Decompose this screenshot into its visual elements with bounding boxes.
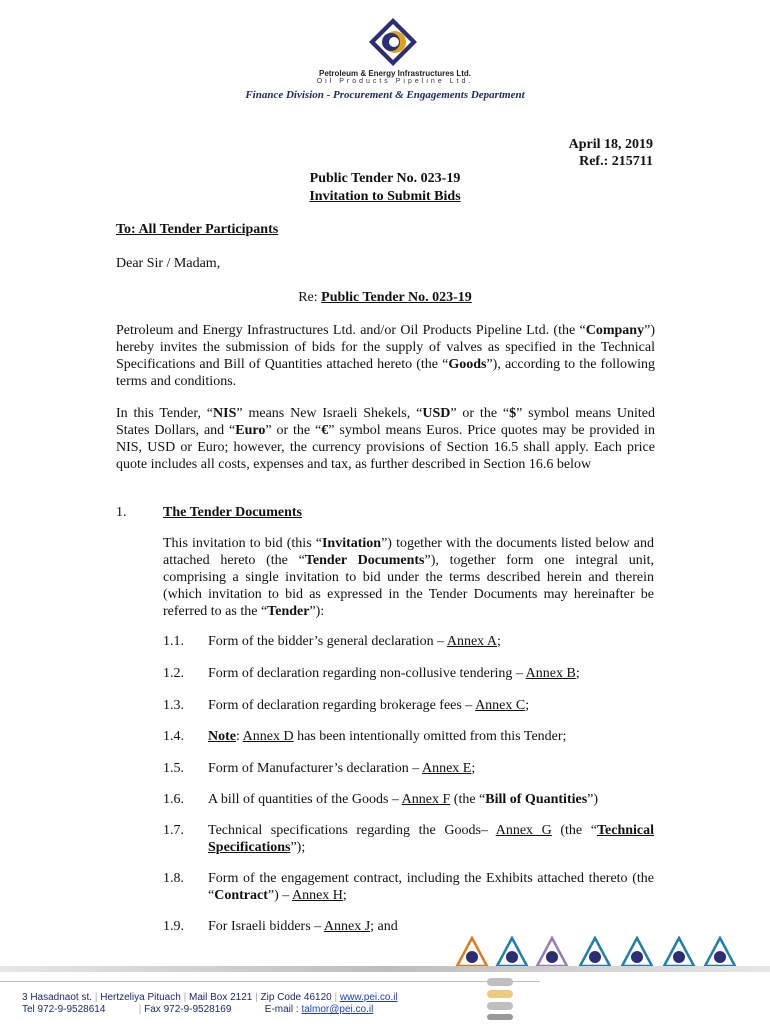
para2-text-e: ” or the “ <box>265 423 322 438</box>
term-tender-documents: Tender Documents <box>304 553 425 568</box>
list-item <box>208 870 654 904</box>
item-text-close: ; <box>342 888 347 903</box>
item-text-after: ”) – <box>267 888 292 903</box>
term-tender: Tender <box>267 604 310 619</box>
list-item <box>208 791 654 808</box>
item-text: Form of declaration regarding non-collusive tendering – <box>208 666 526 681</box>
footer-mailbox: Mail Box 2121 <box>188 992 253 1003</box>
item-text-after: ; <box>525 698 530 713</box>
footer-line-1: 3 Hasadnaot st. | Hertzeliya Pituach | Mail Box 2121 | Zip Code 46120 | www.pei.co.il <box>22 992 398 1003</box>
term-technical-specifications: Technical Specifications <box>208 823 655 855</box>
annex-a-link[interactable]: Annex A <box>446 634 498 649</box>
item-number: 1.6. <box>163 792 184 807</box>
item-text-after: has been intentionally omitted from this Tender; <box>293 729 567 744</box>
item-number: 1.9. <box>163 919 184 934</box>
intro-text-c: ”), together form one integral unit, comprising a single invitation to bid under the terms described herein and therein (which invitation to bid as expressed in the Tender Documents may hereinafter be referred to as the “ <box>163 553 654 619</box>
item-number: 1.8. <box>163 871 184 886</box>
term-goods: Goods <box>448 357 487 372</box>
salutation: Dear Sir / Madam, <box>116 256 221 271</box>
item-text: Form of the bidder’s general declaration – <box>208 634 447 649</box>
company-name-primary: Petroleum & Energy Infrastructures Ltd. <box>318 69 472 78</box>
list-item <box>208 822 654 856</box>
para1-text-c: ”), according to the following terms and conditions. <box>116 357 655 389</box>
annex-g-link[interactable]: Annex G <box>495 823 552 838</box>
item-text-close: ”); <box>290 840 306 855</box>
list-item <box>208 697 654 714</box>
item-text: Technical specifications regarding the Goods– <box>208 823 496 838</box>
intro-paragraph <box>116 322 655 390</box>
item-number: 1.7. <box>163 823 184 838</box>
annex-d-link[interactable]: Annex D <box>242 729 294 744</box>
footer-zip: Zip Code 46120 <box>260 992 332 1003</box>
re-line <box>0 289 770 306</box>
para2-text-c: ” or the “ <box>450 406 510 421</box>
addressee: To: All Tender Participants <box>116 222 279 237</box>
date-block <box>569 136 653 170</box>
footer-email-label: E-mail : <box>264 1004 302 1015</box>
item-number: 1.5. <box>163 761 184 776</box>
footer-divider-band <box>0 966 770 972</box>
term-company: Company <box>585 323 645 338</box>
term-bill-of-quantities: Bill of Quantities <box>485 792 588 807</box>
item-text: Form of the engagement contract, including the Exhibits attached thereto (the “ <box>208 871 654 903</box>
pipeline-icon <box>485 976 515 1022</box>
item-text: A bill of quantities of the Goods – <box>208 792 402 807</box>
term-euro-symbol: € <box>321 423 329 438</box>
item-text: Form of declaration regarding brokerage fees – <box>208 698 476 713</box>
tender-number: Public Tender No. 023-19 <box>309 171 461 186</box>
footer-phone: Tel 972-9-9528614 <box>22 1004 106 1015</box>
intro-text-b: ”) together with the documents listed below and attached hereto (the “ <box>163 536 654 568</box>
footer-divider-line <box>0 981 540 982</box>
email-link[interactable]: talmor@pei.co.il <box>301 1004 374 1015</box>
para1-text-a: Petroleum and Energy Infrastructures Ltd. and/or Oil Products Pipeline Ltd. (the “ <box>116 323 586 338</box>
list-item <box>208 918 654 935</box>
company-logo <box>361 16 425 70</box>
item-text-after: ; <box>471 761 476 776</box>
item-text: For Israeli bidders – <box>208 919 324 934</box>
term-euro: Euro <box>235 423 266 438</box>
item-text-after: (the “ <box>450 792 486 807</box>
item-text: : <box>236 729 243 744</box>
invitation-title: Invitation to Submit Bids <box>309 189 461 204</box>
item-text-close: ”) <box>587 792 599 807</box>
list-item <box>208 728 654 745</box>
annex-j-link[interactable]: Annex J <box>323 919 371 934</box>
term-dollar: $ <box>509 406 517 421</box>
section-1-intro <box>163 535 654 620</box>
footer-city: Hertzeliya Pituach <box>100 992 181 1003</box>
para2-text-b: ” means New Israeli Shekels, “ <box>236 406 423 421</box>
term-usd: USD <box>422 406 451 421</box>
reference-number: Ref.: 215711 <box>579 154 653 169</box>
list-item <box>208 760 654 777</box>
currency-paragraph <box>116 405 655 473</box>
para2-text-f: ” symbol means Euros. Price quotes may be provided in NIS, USD or Euro; however, the currency provisions of Section 16.5 shall apply. Each price quote includes all costs, expenses and tax, as further described in Section 16.6 below <box>116 423 655 472</box>
para1-text-b: ”) hereby invites the submission of bids for the supply of valves as specified in the Technical Specifications and Bill of Quantities attached hereto (the “ <box>116 323 655 372</box>
item-text-after: ; <box>497 634 501 649</box>
item-number: 1.2. <box>163 666 184 681</box>
item-number: 1.1. <box>163 634 184 649</box>
section-1-number: 1. <box>116 505 127 520</box>
footer-fax: Fax 972-9-9528169 <box>144 1004 232 1015</box>
term-invitation: Invitation <box>321 536 382 551</box>
item-text: Form of Manufacturer’s declaration – <box>208 761 422 776</box>
department-heading: Finance Division - Procurement & Engagements Department <box>245 89 525 101</box>
item-text-after: ; and <box>370 919 398 934</box>
footer-line-2: Tel 972-9-9528614 | Fax 972-9-9528169 E-mail : talmor@pei.co.il <box>22 1004 374 1015</box>
re-prefix: Re: <box>298 290 322 305</box>
annex-f-link[interactable]: Annex F <box>401 792 451 807</box>
annex-h-link[interactable]: Annex H <box>291 888 343 903</box>
website-link[interactable]: www.pei.co.il <box>339 992 398 1003</box>
intro-text-d: ”): <box>309 604 325 619</box>
intro-text-a: This invitation to bid (this “ <box>163 536 322 551</box>
annex-b-link[interactable]: Annex B <box>525 666 576 681</box>
re-subject: Public Tender No. 023-19 <box>321 290 472 305</box>
item-text-after: ; <box>575 666 580 681</box>
section-1-heading: The Tender Documents <box>163 505 302 520</box>
term-nis: NIS <box>213 406 237 421</box>
annex-e-link[interactable]: Annex E <box>421 761 472 776</box>
footer-address: 3 Hasadnaot st. <box>22 992 93 1003</box>
item-text-after: (the “ <box>551 823 597 838</box>
company-name-secondary: Oil Products Pipeline Ltd. <box>316 78 474 85</box>
para2-text-d: ” symbol means United States Dollars, and “ <box>116 406 655 438</box>
list-item <box>208 633 654 650</box>
annex-c-link[interactable]: Annex C <box>475 698 526 713</box>
document-title <box>0 170 770 206</box>
letter-date: April 18, 2019 <box>568 137 653 152</box>
term-contract: Contract <box>214 888 268 903</box>
item-number: 1.3. <box>163 698 184 713</box>
list-item <box>208 665 654 682</box>
note-label: Note <box>208 729 236 744</box>
item-number: 1.4. <box>163 729 184 744</box>
para2-text-a: In this Tender, “ <box>116 406 214 421</box>
